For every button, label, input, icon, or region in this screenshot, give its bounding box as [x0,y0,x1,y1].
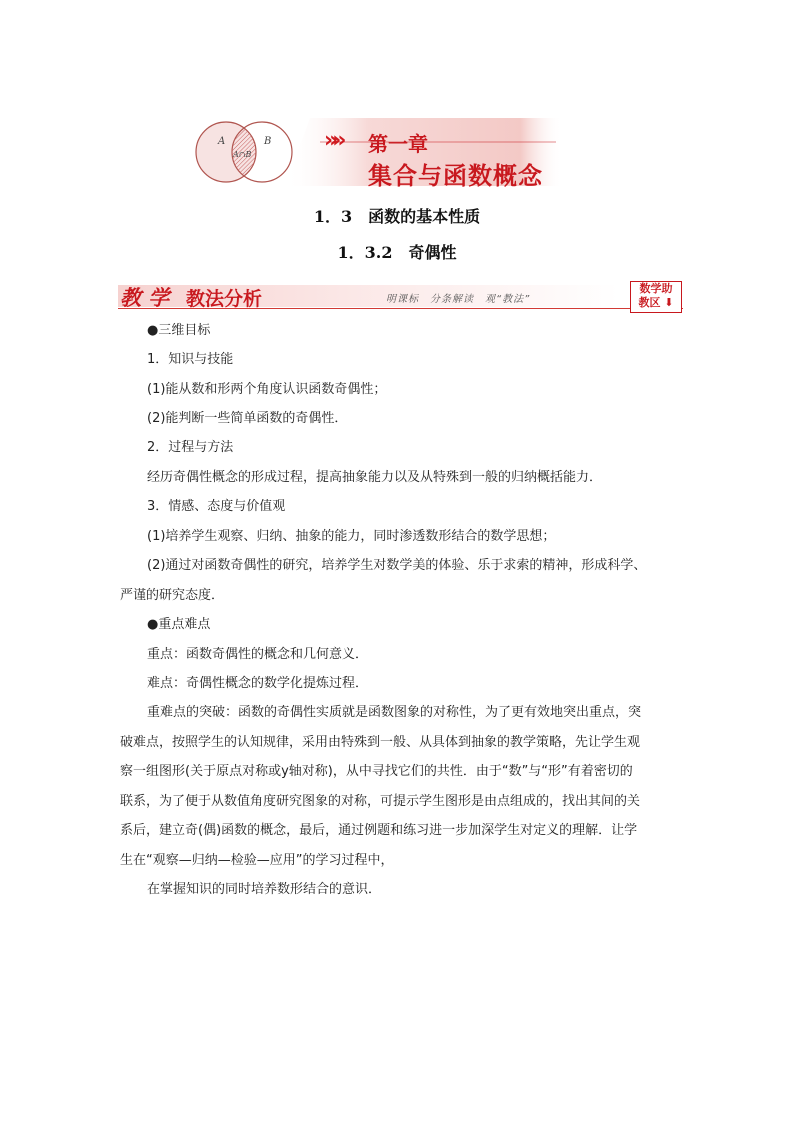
section-heading: 1．3 函数的基本性质 [313,207,481,226]
body-line: 经历奇偶性概念的形成过程，提高抽象能力以及从特殊到一般的归纳概括能力． [147,470,603,485]
body-line: 系后，建立奇(偶)函数的概念，最后，通过例题和练习进一步加深学生对定义的理解．让学 [120,823,638,838]
venn-label-a: A [218,136,226,147]
section-bar [118,281,683,313]
body-line: 严谨的研究态度． [120,588,225,603]
venn-label-b: B [264,136,272,147]
body-line: 2．过程与方法 [147,440,234,455]
chapter-title: 集合与函数概念 [368,161,543,190]
body-line: (1)能从数和形两个角度认识函数奇偶性； [147,382,387,397]
section-bar-subtitle: 明课标 分条解读 观“教法” [386,294,531,305]
body-line: (2)通过对函数奇偶性的研究，培养学生对数学美的体验、乐于求索的精神，形成科学、 [147,558,647,573]
body-line: 难点：奇偶性概念的数学化提炼过程． [147,676,369,691]
body-line: (1)培养学生观察、归纳、抽象的能力，同时渗透数形结合的数学思想； [147,529,556,544]
body-line: 3．情感、态度与价值观 [147,499,286,514]
body-line: 察一组图形(关于原点对称或y轴对称)，从中寻找它们的共性．由于“数”与“形”有着密切的 [120,764,633,779]
body-line: 1．知识与技能 [147,352,234,367]
badge-line-1: 数学助 [639,282,673,295]
body-line: 联系，为了便于从数值角度研究图象的对称，可提示学生图形是由点组成的，找出其间的关 [120,794,641,809]
key-points-heading: ●重点难点 [147,617,211,632]
objectives-heading: ●三维目标 [147,323,211,338]
badge-line-2: 教区 ⬇ [638,296,674,309]
body-line: 生在“观察—归纳—检验—应用”的学习过程中， [120,853,394,868]
body-line: 在掌握知识的同时培养数形结合的意识． [147,882,382,897]
venn-label-ab: A∩B [233,150,252,159]
teaching-aid-badge[interactable] [630,281,682,313]
double-chevron-icon: »» [324,128,341,153]
body-line: 重难点的突破：函数的奇偶性实质就是函数图象的对称性，为了更有效地突出重点，突 [147,705,642,720]
subsection-heading: 1．3.2 奇偶性 [337,243,457,262]
body-line: 重点：函数奇偶性的概念和几何意义． [147,647,369,662]
body-line: (2)能判断一些简单函数的奇偶性． [147,411,348,426]
chapter-number: 第一章 [368,132,428,156]
body-line: 破难点，按照学生的认知规律，采用由特殊到一般、从具体到抽象的教学策略，先让学生观 [120,735,641,750]
section-bar-title-b: 教法分析 [186,288,263,310]
chapter-banner [190,112,562,194]
section-bar-title-a: 教 学 [120,285,170,310]
